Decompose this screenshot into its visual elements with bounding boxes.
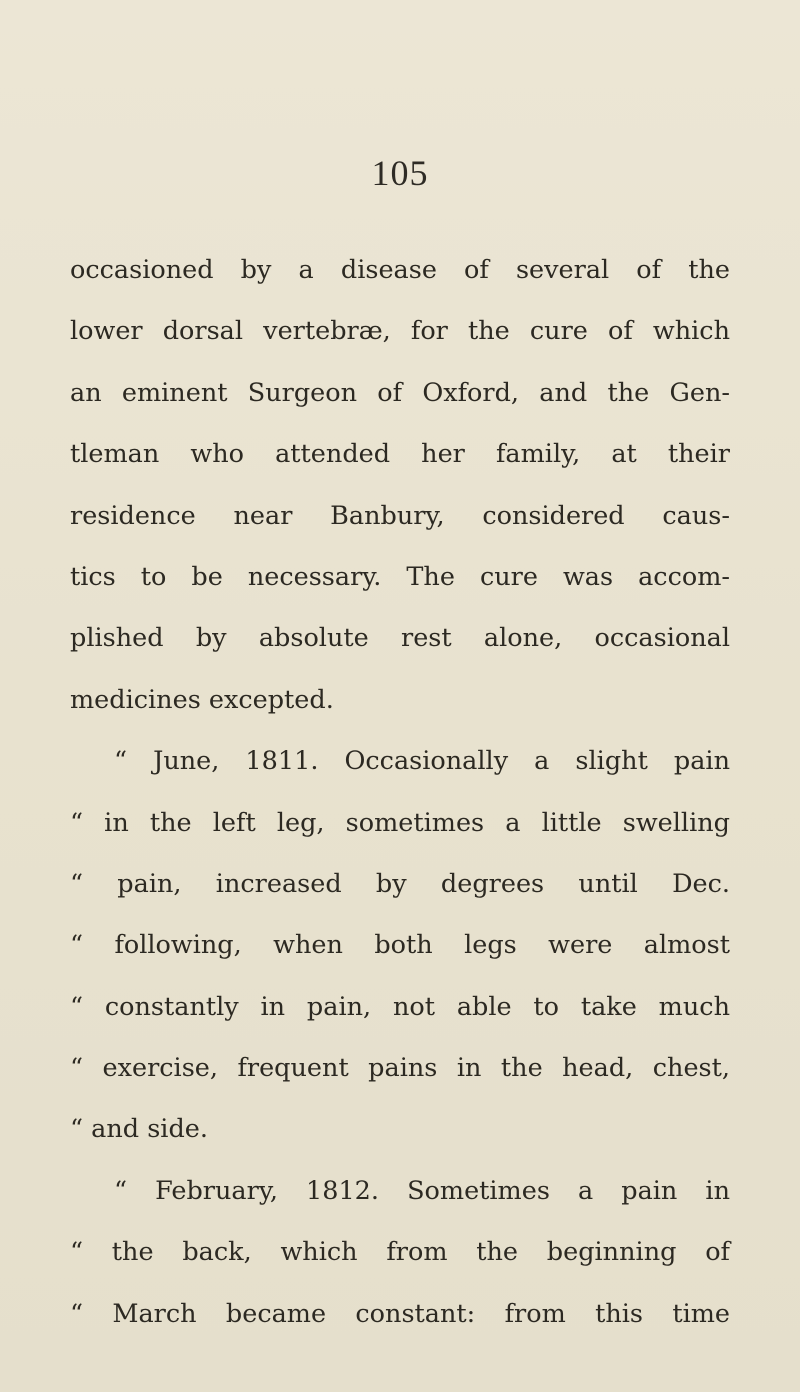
text-line: “ the back, which from the beginning of xyxy=(70,1237,730,1268)
text-line: “ following, when both legs were almost xyxy=(70,930,730,961)
text-line: “ June, 1811. Occasionally a slight pain xyxy=(114,746,730,777)
page-number: 105 xyxy=(371,153,429,193)
text-line: tics to be necessary. The cure was accom- xyxy=(70,561,730,592)
body-text xyxy=(70,240,730,1345)
text-line: an eminent Surgeon of Oxford, and the Gen- xyxy=(70,377,730,408)
text-line: tleman who attended her family, at their xyxy=(70,439,730,470)
text-line: “ constantly in pain, not able to take much xyxy=(70,991,730,1022)
text-line: occasioned by a disease of several of the xyxy=(70,255,730,285)
text-line: “ pain, increased by degrees until Dec. xyxy=(70,868,730,899)
text-line: residence near Banbury, considered caus- xyxy=(70,500,730,531)
text-line: “ March became constant: from this time xyxy=(70,1298,730,1329)
text-line: “ exercise, frequent pains in the head, chest, xyxy=(70,1053,730,1084)
text-line: “ in the left leg, sometimes a little swelling xyxy=(70,807,730,838)
text-line: “ February, 1812. Sometimes a pain in xyxy=(114,1175,730,1206)
text-line: medicines excepted. xyxy=(70,684,334,715)
text-line: “ and side. xyxy=(70,1114,208,1145)
text-line: lower dorsal vertebræ, for the cure of which xyxy=(70,316,730,347)
text-line: plished by absolute rest alone, occasional xyxy=(70,623,730,654)
